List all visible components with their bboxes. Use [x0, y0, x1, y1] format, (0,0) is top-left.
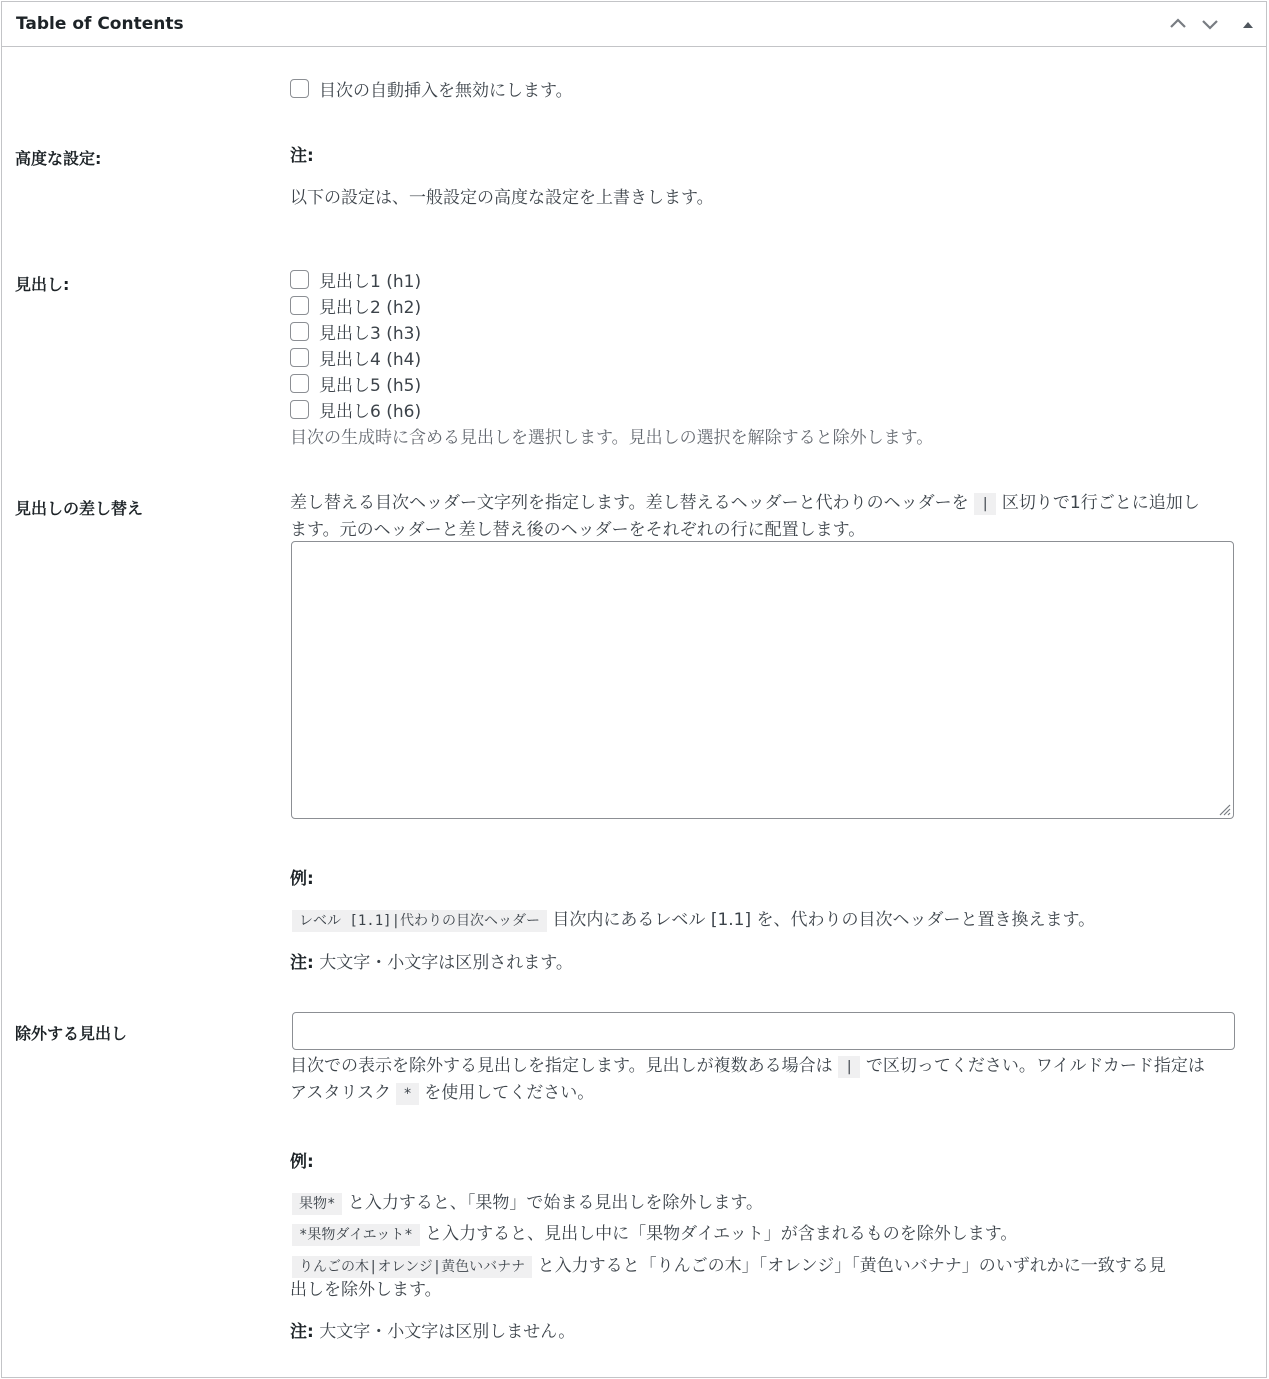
- panel-header: [2, 2, 1266, 47]
- disable-auto-checkbox[interactable]: [290, 79, 309, 98]
- replace-example-label: [290, 866, 314, 892]
- exclude-desc-part2: で区切ってください。ワイルドカード指定は: [865, 1056, 1205, 1076]
- headings-label: 見出し:: [15, 275, 70, 294]
- exclude-example-label-text: 例:: [290, 1152, 314, 1172]
- exclude-ex3-text: と入力すると「りんごの木」「オレンジ」「黄色いバナナ」のいずれかに一致する見: [537, 1256, 1166, 1276]
- heading-h4-label: 見出し4 (h4): [319, 349, 422, 370]
- exclude-example-3-line2: 出しを除外します。: [290, 1280, 442, 1300]
- advanced-note: [290, 143, 314, 169]
- exclude-example-2: [292, 1221, 1017, 1248]
- heading-h5-checkbox[interactable]: [290, 374, 309, 393]
- replace-description: [290, 490, 1200, 517]
- exclude-desc-code2: *: [396, 1083, 418, 1105]
- advanced-label: 高度な設定:: [15, 149, 102, 168]
- exclude-ex1-code: 果物*: [292, 1193, 342, 1215]
- move-up-button[interactable]: [1166, 12, 1190, 36]
- heading-h6-checkbox[interactable]: [290, 400, 309, 419]
- heading-h5-label: 見出し5 (h5): [319, 375, 422, 396]
- exclude-note: [290, 1319, 575, 1345]
- exclude-ex2-text: と入力すると、見出し中に「果物ダイエット」が含まれるものを除外します。: [425, 1224, 1018, 1244]
- headings-description: 目次の生成時に含める見出しを選択します。見出しの選択を解除すると除外します。: [290, 428, 934, 448]
- exclude-label: 除外する見出し: [15, 1024, 128, 1043]
- heading-h2-checkbox[interactable]: [290, 296, 309, 315]
- exclude-note-label: 注:: [290, 1322, 314, 1342]
- exclude-ex2-code: *果物ダイエット*: [292, 1224, 420, 1246]
- resize-handle-icon[interactable]: [1217, 802, 1231, 816]
- toggle-panel-button[interactable]: [1236, 12, 1260, 36]
- heading-h6-row: [290, 398, 421, 420]
- replace-example-text: 目次内にあるレベル [1.1] を、代わりの目次ヘッダーと置き換えます。: [552, 910, 1096, 930]
- move-down-button[interactable]: [1198, 12, 1222, 36]
- exclude-desc-line2b: を使用してください。: [424, 1083, 595, 1103]
- advanced-note-label: 注:: [290, 146, 314, 166]
- heading-h4-checkbox[interactable]: [290, 348, 309, 367]
- exclude-input[interactable]: [292, 1012, 1235, 1050]
- heading-h2-label: 見出し2 (h2): [319, 297, 422, 318]
- exclude-description: [290, 1053, 1205, 1080]
- panel-title: Table of Contents: [16, 14, 184, 34]
- heading-h5-row: [290, 372, 421, 394]
- exclude-example-label: [290, 1149, 314, 1175]
- replace-desc-part2: 区切りで1行ごとに追加し: [1001, 493, 1200, 513]
- heading-h1-checkbox[interactable]: [290, 270, 309, 289]
- replace-example-label-text: 例:: [290, 869, 314, 889]
- replace-desc-line2: ます。元のヘッダーと差し替え後のヘッダーをそれぞれの行に配置します。: [290, 520, 866, 540]
- advanced-note-text: 以下の設定は、一般設定の高度な設定を上書きします。: [290, 188, 714, 208]
- disable-auto-label: 目次の自動挿入を無効にします。: [319, 80, 573, 101]
- replace-note: [290, 950, 573, 976]
- exclude-desc-part1: 目次での表示を除外する見出しを指定します。見出しが複数ある場合は: [290, 1056, 833, 1076]
- exclude-ex1-text: と入力すると、「果物」で始まる見出しを除外します。: [347, 1193, 763, 1213]
- replace-example: [292, 907, 1095, 934]
- heading-h4-row: [290, 346, 421, 368]
- replace-desc-code: |: [974, 493, 996, 515]
- exclude-desc-line2: [290, 1080, 594, 1107]
- heading-h3-label: 見出し3 (h3): [319, 323, 422, 344]
- replace-textarea[interactable]: [291, 541, 1234, 819]
- exclude-desc-line2a: アスタリスク: [290, 1083, 391, 1103]
- chevron-up-icon: [1166, 12, 1190, 36]
- exclude-ex3-code: りんごの木|オレンジ|黄色いバナナ: [292, 1256, 532, 1278]
- replace-note-label: 注:: [290, 953, 314, 973]
- replace-label: 見出しの差し替え: [15, 499, 144, 518]
- heading-h1-row: [290, 268, 421, 290]
- caret-up-icon: [1236, 12, 1260, 36]
- replace-note-text: 大文字・小文字は区別されます。: [319, 953, 573, 973]
- replace-desc-part1: 差し替える目次ヘッダー文字列を指定します。差し替えるヘッダーと代わりのヘッダーを: [290, 493, 969, 513]
- heading-h1-label: 見出し1 (h1): [319, 271, 422, 292]
- exclude-example-1: [292, 1190, 763, 1217]
- heading-h3-row: [290, 320, 421, 342]
- heading-h3-checkbox[interactable]: [290, 322, 309, 341]
- replace-example-code: レベル [1.1]|代わりの目次ヘッダー: [292, 910, 547, 932]
- heading-h6-label: 見出し6 (h6): [319, 401, 422, 422]
- exclude-note-text: 大文字・小文字は区別しません。: [319, 1322, 576, 1342]
- exclude-desc-code1: |: [838, 1056, 860, 1078]
- chevron-down-icon: [1198, 12, 1222, 36]
- exclude-example-3: [292, 1253, 1166, 1280]
- heading-h2-row: [290, 294, 421, 316]
- disable-auto-row: [290, 77, 573, 99]
